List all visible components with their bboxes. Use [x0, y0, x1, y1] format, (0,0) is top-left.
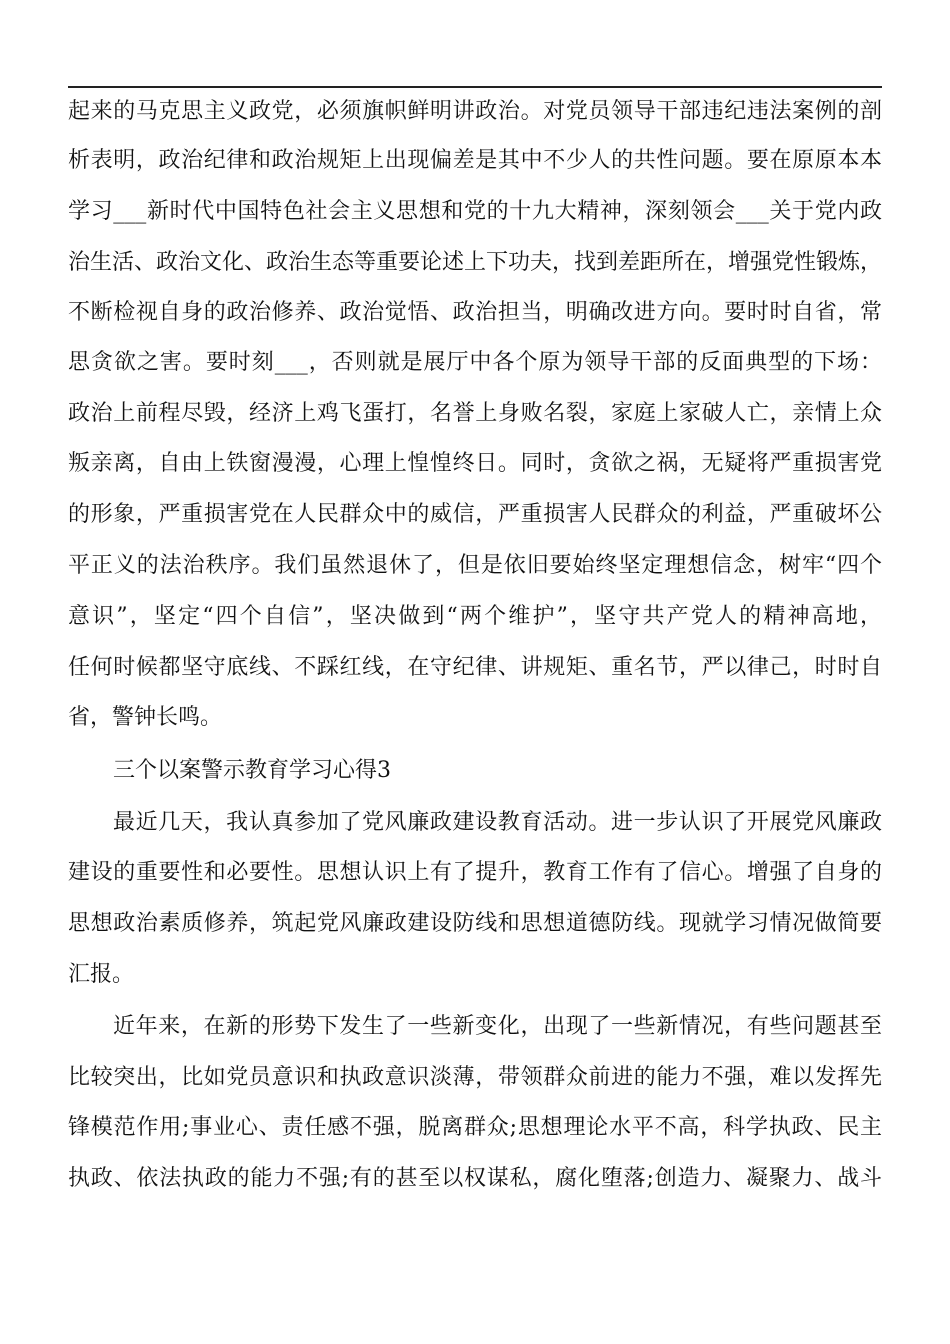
- text-line: 思贪欲之害。要时刻___，否则就是展厅中各个原为领导干部的反面典型的下场：: [68, 350, 882, 375]
- section-heading: 三个以案警示教育学习心得3: [113, 758, 391, 783]
- text-line: 治生活、政治文化、政治生态等重要论述上下功夫，找到差距所在，增强党性锻炼，: [68, 250, 883, 275]
- text-line: 不断检视自身的政治修养、政治觉悟、政治担当，明确改进方向。要时时自省，常: [68, 300, 882, 325]
- text-line: 起来的马克思主义政党，必须旗帜鲜明讲政治。对党员领导干部违纪违法案例的剖: [68, 99, 882, 124]
- text-line: 最近几天，我认真参加了党风廉政建设教育活动。进一步认识了开展党风廉政: [113, 810, 882, 835]
- text-line: 近年来，在新的形势下发生了一些新变化，出现了一些新情况，有些问题甚至: [113, 1014, 882, 1039]
- text-line: 意识”，坚定“四个自信”，坚决做到“两个维护”，坚守共产党人的精神高地，: [68, 604, 882, 629]
- text-line: 叛亲离，自由上铁窗漫漫，心理上惶惶终日。同时，贪欲之祸，无疑将严重损害党: [68, 451, 882, 476]
- text-line: 析表明，政治纪律和政治规矩上出现偏差是其中不少人的共性问题。要在原原本本: [68, 148, 882, 173]
- text-line: 的形象，严重损害党在人民群众中的威信，严重损害人民群众的利益，严重破坏公: [68, 502, 882, 527]
- text-line: 学习___新时代中国特色社会主义思想和党的十九大精神，深刻领会___关于党内政: [68, 199, 882, 224]
- text-line: 锋模范作用;事业心、责任感不强，脱离群众;思想理论水平不高，科学执政、民主: [68, 1115, 882, 1140]
- header-rule: [68, 86, 882, 88]
- text-line: 省，警钟长鸣。: [68, 705, 223, 730]
- text-line: 平正义的法治秩序。我们虽然退休了，但是依旧要始终坚定理想信念，树牢“四个: [68, 553, 882, 578]
- text-line: 汇报。: [68, 962, 135, 987]
- text-line: 比较突出，比如党员意识和执政意识淡薄，带领群众前进的能力不强，难以发挥先: [68, 1065, 882, 1090]
- text-line: 执政、依法执政的能力不强;有的甚至以权谋私，腐化堕落;创造力、凝聚力、战斗: [68, 1166, 882, 1191]
- text-line: 思想政治素质修养，筑起党风廉政建设防线和思想道德防线。现就学习情况做简要: [68, 911, 882, 936]
- text-line: 政治上前程尽毁，经济上鸡飞蛋打，名誉上身败名裂，家庭上家破人亡，亲情上众: [68, 401, 882, 426]
- text-line: 任何时候都坚守底线、不踩红线，在守纪律、讲规矩、重名节，严以律己，时时自: [68, 655, 882, 680]
- text-line: 建设的重要性和必要性。思想认识上有了提升，教育工作有了信心。增强了自身的: [68, 860, 882, 885]
